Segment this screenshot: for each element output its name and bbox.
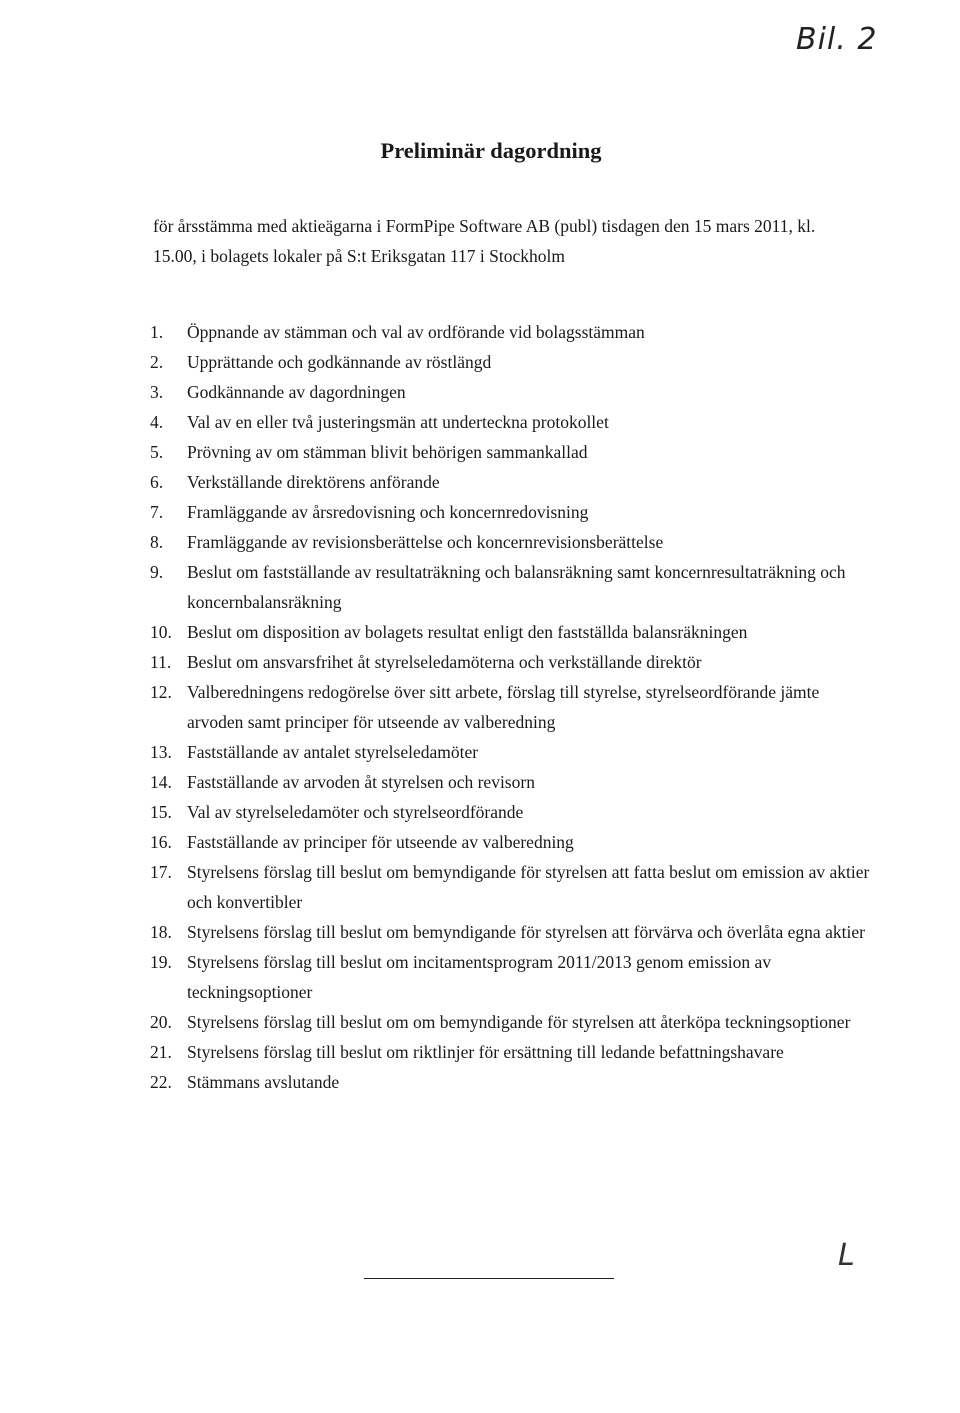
agenda-item-text: Fastställande av antalet styrelseledamöter	[187, 742, 479, 762]
agenda-item-text: Stämmans avslutande	[187, 1072, 340, 1092]
agenda-item	[150, 1067, 870, 1097]
handwritten-appendix-mark: Bil. 2	[796, 22, 878, 57]
agenda-item	[150, 857, 870, 917]
agenda-item	[150, 557, 870, 617]
agenda-item-text: Val av en eller två justeringsmän att underteckna protokollet	[187, 412, 609, 432]
agenda-item-number: 16.	[150, 832, 172, 852]
agenda-item-text: Beslut om disposition av bolagets resultat enligt den fastställda balansräkningen	[187, 622, 748, 642]
agenda-item-number: 20.	[150, 1012, 172, 1032]
agenda-item-number: 21.	[150, 1042, 172, 1062]
agenda-item	[150, 677, 870, 737]
agenda-item-number: 9.	[150, 562, 164, 582]
agenda-item-text: Beslut om fastställande av resultaträkning och balansräkning samt koncernresultaträkning och koncernbalansräkning	[187, 562, 846, 612]
agenda-item-number: 10.	[150, 622, 172, 642]
agenda-item	[150, 467, 870, 497]
agenda-item-text: Fastställande av arvoden åt styrelsen och revisorn	[187, 772, 535, 792]
agenda-item-number: 13.	[150, 742, 172, 762]
agenda-item-number: 12.	[150, 682, 172, 702]
agenda-item	[150, 797, 870, 827]
agenda-item	[150, 437, 870, 467]
agenda-item	[150, 347, 870, 377]
agenda-item-number: 14.	[150, 772, 172, 792]
agenda-item-number: 5.	[150, 442, 164, 462]
agenda-item-text: Fastställande av principer för utseende av valberedning	[187, 832, 574, 852]
agenda-item-number: 19.	[150, 952, 172, 972]
agenda-item-text: Styrelsens förslag till beslut om om bemyndigande för styrelsen att återköpa teckningsoptioner	[187, 1012, 851, 1032]
agenda-item-number: 7.	[150, 502, 164, 522]
signature-line	[364, 1278, 614, 1279]
agenda-item-text: Valberedningens redogörelse över sitt arbete, förslag till styrelse, styrelseordförande jämte arvoden samt principer för utseende av valberedning	[187, 682, 820, 732]
agenda-item-text: Framläggande av årsredovisning och koncernredovisning	[187, 502, 589, 522]
agenda-item-number: 11.	[150, 652, 172, 672]
agenda-item	[150, 1007, 870, 1037]
agenda-item	[150, 917, 870, 947]
agenda-item-text: Beslut om ansvarsfrihet åt styrelseledamöterna och verkställande direktör	[187, 652, 702, 672]
agenda-item	[150, 497, 870, 527]
agenda-item-text: Styrelsens förslag till beslut om bemyndigande för styrelsen att förvärva och överlåta egna aktier	[187, 922, 865, 942]
agenda-item-text: Godkännande av dagordningen	[187, 382, 406, 402]
agenda-item-number: 17.	[150, 862, 172, 882]
agenda-item-text: Öppnande av stämman och val av ordförande vid bolagsstämman	[187, 322, 645, 342]
agenda-item-number: 2.	[150, 352, 164, 372]
agenda-item-number: 8.	[150, 532, 164, 552]
agenda-item-number: 4.	[150, 412, 164, 432]
agenda-item-text: Prövning av om stämman blivit behörigen sammankallad	[187, 442, 588, 462]
agenda-item	[150, 1037, 870, 1067]
agenda-item	[150, 527, 870, 557]
agenda-item	[150, 407, 870, 437]
agenda-item-text: Styrelsens förslag till beslut om riktlinjer för ersättning till ledande befattningshavare	[187, 1042, 784, 1062]
agenda-list	[150, 317, 870, 1097]
agenda-item-text: Framläggande av revisionsberättelse och koncernrevisionsberättelse	[187, 532, 664, 552]
agenda-item	[150, 827, 870, 857]
agenda-item	[150, 767, 870, 797]
page-title: Preliminär dagordning	[380, 138, 602, 163]
agenda-item	[150, 377, 870, 407]
meeting-intro: för årsstämma med aktieägarna i FormPipe Software AB (publ) tisdagen den 15 mars 2011, kl. 15.00, i bolagets lokaler på S:t Eriksgatan 117 i Stockholm	[153, 216, 816, 266]
agenda-item-number: 15.	[150, 802, 172, 822]
agenda-item-text: Styrelsens förslag till beslut om incitamentsprogram 2011/2013 genom emission av teckningsoptioner	[187, 952, 772, 1002]
agenda-item	[150, 947, 870, 1007]
agenda-item	[150, 317, 870, 347]
agenda-item-text: Upprättande och godkännande av röstlängd	[187, 352, 492, 372]
agenda-item-number: 22.	[150, 1072, 172, 1092]
agenda-item-text: Val av styrelseledamöter och styrelseordförande	[187, 802, 524, 822]
agenda-item	[150, 617, 870, 647]
agenda-item-number: 1.	[150, 322, 164, 342]
agenda-item	[150, 647, 870, 677]
agenda-item-number: 6.	[150, 472, 164, 492]
agenda-item	[150, 737, 870, 767]
agenda-item-text: Styrelsens förslag till beslut om bemyndigande för styrelsen att fatta beslut om emission av aktier och konvertibler	[187, 862, 870, 912]
agenda-item-number: 3.	[150, 382, 164, 402]
agenda-item-text: Verkställande direktörens anförande	[187, 472, 440, 492]
handwritten-initial: L	[838, 1238, 855, 1273]
agenda-item-number: 18.	[150, 922, 172, 942]
